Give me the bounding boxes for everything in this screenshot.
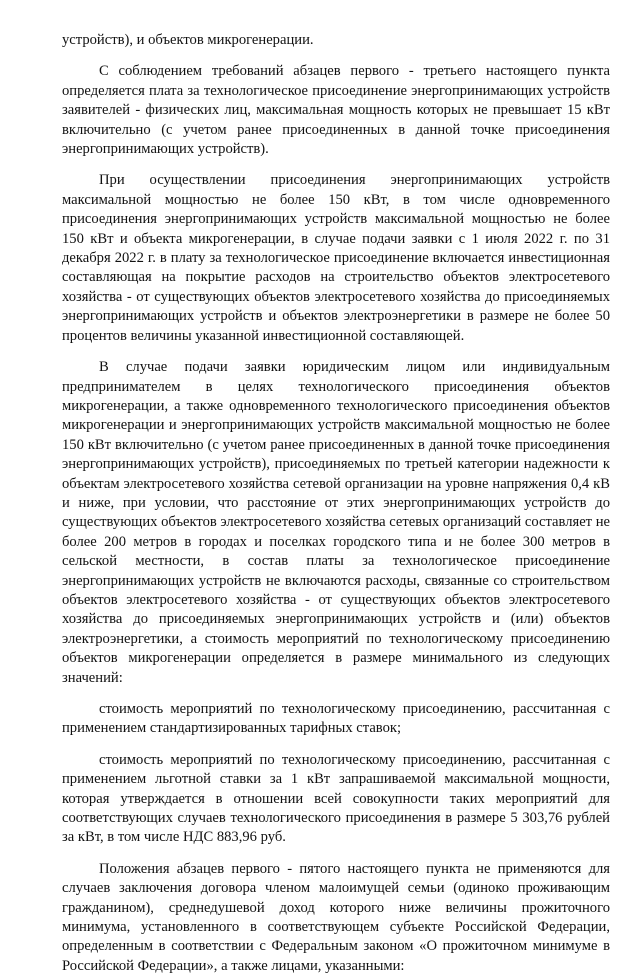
paragraph-preferential-rate: стоимость мероприятий по технологическому присоединению, рассчитанная с применением льготной ставки за 1 кВт запрашиваемой максимальной мощности, которая утверждается в отношении всей совокупности таких мероприятий для соответствующих случаев технологического присоединения в размере 5 303,76 рублей за кВт, в том числе НДС 883,96 руб. (62, 751, 610, 846)
paragraph-microgeneration: В случае подачи заявки юридическим лицом или индивидуальным предпринимателем в целях технологического присоединения объектов микрогенерации, а также одновременного технологического присоединения объектов микрогенерации и энергопринимающих устройств максимальной мощностью не более 150 кВт включительно (с учетом ранее присоединенных в данной точке присоединения энергопринимающих устройств), присоединяемых по третьей категории надежности к объектам электросетевого хозяйства сетевой организации на уровне напряжения 0,4 кВ и ниже, при условии, что расстояние от этих энергопринимающих устройств до существующих объектов электросетевого хозяйства сетевых организаций составляет не более 200 метров в городах и поселках городского типа и не более 300 метров в сельской местности, в состав платы за технологическое присоединение энергопринимающих устройств не включаются расходы, связанные со строительством объектов электросетевого хозяйства - от существующих объектов электросетевого хозяйства до присоединяемых энергопринимающих устройств и (или) объектов электроэнергетики, а стоимость мероприятий по технологическому присоединению объектов микрогенерации определяется в размере минимального из следующих значений: (62, 359, 610, 686)
paragraph-standard-rates: стоимость мероприятий по технологическому присоединению, рассчитанная с применением стандартизированных тарифных ставок; (62, 701, 610, 737)
paragraph-exceptions: Положения абзацев первого - пятого настоящего пункта не применяются для случаев заключения договора членом малоимущей семьи (одиноко проживающим гражданином), среднедушевой доход которого ниже величины прожиточного минимума, установленного в соответствующем субъекте Российской Федерации, определенным в соответствии с Федеральным законом «О прожиточном минимуме в Российской Федерации», а также лицами, указанными: (62, 860, 610, 974)
paragraph-investment-component: При осуществлении присоединения энергопринимающих устройств максимальной мощностью не более 150 кВт, в том числе одновременного присоединения энергопринимающих устройств максимальной мощностью не более 150 кВт и объекта микрогенерации, в случае подачи заявки с 1 июля 2022 г. по 31 декабря 2022 г. в плату за технологическое присоединение включается инвестиционная составляющая на покрытие расходов на строительство объектов электросетевого хозяйства - от существующих объектов электросетевого хозяйства до присоединяемых энергопринимающих устройств и объектов электроэнергетики в размере не более 50 процентов величины указанной инвестиционной составляющей. (62, 172, 610, 344)
document-page (62, 31, 610, 976)
paragraph-continuation: устройств), и объектов микрогенерации. (62, 32, 314, 48)
paragraph-individuals-fee: С соблюдением требований абзацев первого - третьего настоящего пункта определяется плата за технологическое присоединение энергопринимающих устройств заявителей - физических лиц, максимальная мощность которых не превышает 15 кВт включительно (с учетом ранее присоединенных в данной точке присоединения энергопринимающих устройств). (62, 63, 610, 158)
